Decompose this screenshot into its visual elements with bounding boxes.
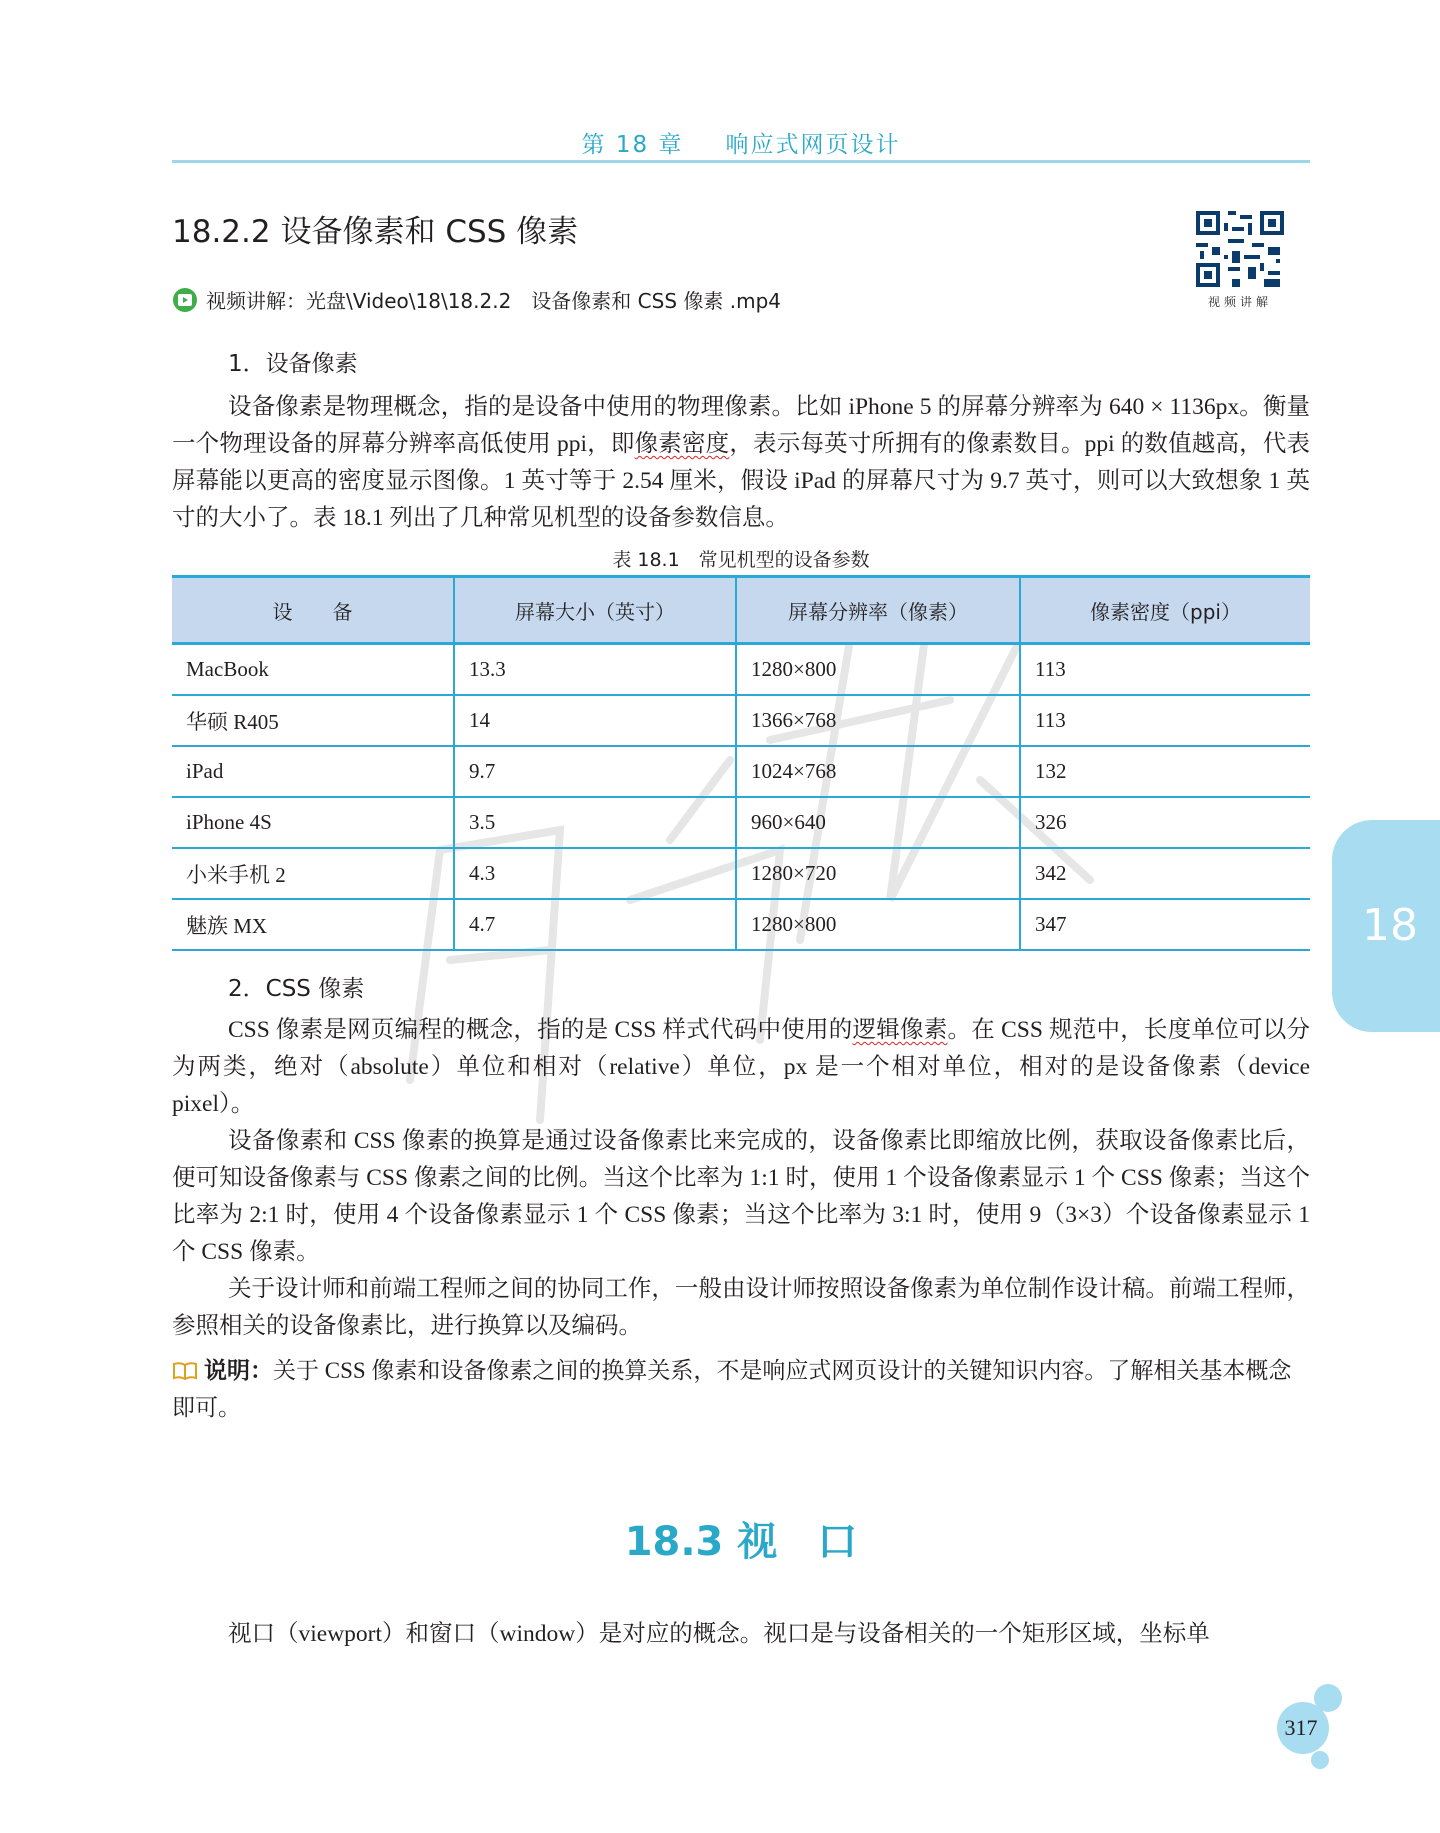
paragraph-ratio: 设备像素和 CSS 像素的换算是通过设备像素比来完成的，设备像素比即缩放比例，获取设备像素比后，便可知设备像素与 CSS 像素之间的比例。当这个比率为 1:1 时，使用 1 个设备像素显示 1 个 CSS 像素；当这个比率为 2:1 时，使用 4 个设备像素显示 1 个 CSS 像素；当这个比率为 3:1 时，使用 9（3×3）个设备像素显示 1 个 CSS 像素。 [172,1128,1310,1265]
table-cell: 华硕 R405 [172,695,454,746]
video-path-text: 视频讲解：光盘\Video\18\18.2.2 设备像素和 CSS 像素 .mp4 [206,289,781,313]
table-cell: iPhone 4S [172,797,454,848]
table-cell: 魅族 MX [172,899,454,950]
column-header: 像素密度（ppi） [1020,577,1310,644]
book-icon [172,1357,198,1391]
para2-text-b: 。在 CSS 规范中，长度单位可以分为两类，绝对（absolute）单位和相对（relative）单位，px 是一个相对单位，相对的是设备像素（device pixel）。 [172,1017,1310,1117]
paragraph-viewport-text: 视口（viewport）和窗口（window）是对应的概念。视口是与设备相关的一个矩形区域，坐标单 [228,1621,1210,1647]
paragraph-workflow: 关于设计师和前端工程师之间的协同工作，一般由设计师按照设备像素为单位制作设计稿。前端工程师，参照相关的设备像素比，进行换算以及编码。 [172,1276,1310,1339]
table-cell: 4.3 [454,848,736,899]
para2-text-a: CSS 像素是网页编程的概念，指的是 CSS 样式代码中使用的 [228,1017,853,1043]
video-reference [172,285,781,318]
paragraph-css-pixel [172,1012,1310,1345]
para1-highlight: 像素密度 [634,431,730,457]
table-header-row [172,577,1310,644]
table-row [172,746,1310,797]
column-header: 屏幕大小（英寸） [454,577,736,644]
section-heading-viewport: 18.3 视 口 [624,1519,858,1565]
column-header: 设 备 [172,577,454,644]
para1-text-a: 设备像素是物理概念，指的是设备中使用的物理像素。比如 iPhone 5 的屏幕分辨率为 640 × 1136px。衡量一个物理设备的屏幕分辨率高低使用 ppi，即 [172,394,1310,457]
paragraph-viewport [172,1616,1310,1653]
table-row [172,848,1310,899]
table-row [172,644,1310,696]
table-cell: 347 [1020,899,1310,950]
table-row [172,899,1310,950]
table-caption: 表 18.1 常见机型的设备参数 [612,549,870,571]
note-text: 关于 CSS 像素和设备像素之间的换算关系，不是响应式网页设计的关键知识内容。了解相关基本概念即可。 [172,1358,1292,1420]
table-cell: iPad [172,746,454,797]
note-box [172,1354,1310,1425]
subheading-css-pixel: 2．CSS 像素 [228,976,365,1002]
chapter-tab-label: 18 [1362,900,1418,951]
column-header: 屏幕分辨率（像素） [736,577,1020,644]
qr-caption: 视频讲解 [1207,295,1272,309]
table-cell: MacBook [172,644,454,696]
table-cell: 113 [1020,695,1310,746]
note-lead: 说明： [204,1358,273,1384]
table-cell: 1280×800 [736,644,1020,696]
running-header [172,126,1310,159]
section-number: 18.2.2 [172,214,271,250]
paragraph-device-pixel [172,389,1310,537]
table-cell: 113 [1020,644,1310,696]
chapter-side-tab[interactable] [1332,820,1440,1032]
subheading-device-pixel: 1．设备像素 [228,351,358,377]
table-cell: 960×640 [736,797,1020,848]
table-cell: 1024×768 [736,746,1020,797]
table-cell: 326 [1020,797,1310,848]
table-cell: 14 [454,695,736,746]
page-number: 317 [1284,1715,1318,1740]
section-heading [172,206,578,251]
section-title: 设备像素和 CSS 像素 [280,214,579,250]
video-play-icon [172,287,198,318]
table-cell: 132 [1020,746,1310,797]
table-cell: 3.5 [454,797,736,848]
table-cell: 1280×720 [736,848,1020,899]
header-title: 响应式网页设计 [725,132,901,158]
table-cell: 13.3 [454,644,736,696]
para1-text-b: ，表示每英寸所拥有的像素数目。ppi 的数值越高，代表屏幕能以更高的密度显示图像。1 英寸等于 2.54 厘米，假设 iPad 的屏幕尺寸为 9.7 英寸，则可以大致想象 1 英寸的大小了。表 18.1 列出了几种常见机型的设备参数信息。 [172,431,1311,531]
device-spec-table [172,575,1310,951]
table-cell: 9.7 [454,746,736,797]
para2-highlight: 逻辑像素 [852,1017,948,1043]
table-cell: 小米手机 2 [172,848,454,899]
table-cell: 1280×800 [736,899,1020,950]
table-row [172,797,1310,848]
header-rule [172,160,1310,163]
table-cell: 342 [1020,848,1310,899]
table-cell: 4.7 [454,899,736,950]
table-row [172,695,1310,746]
table-cell: 1366×768 [736,695,1020,746]
header-chapter: 第 18 章 [581,132,684,158]
